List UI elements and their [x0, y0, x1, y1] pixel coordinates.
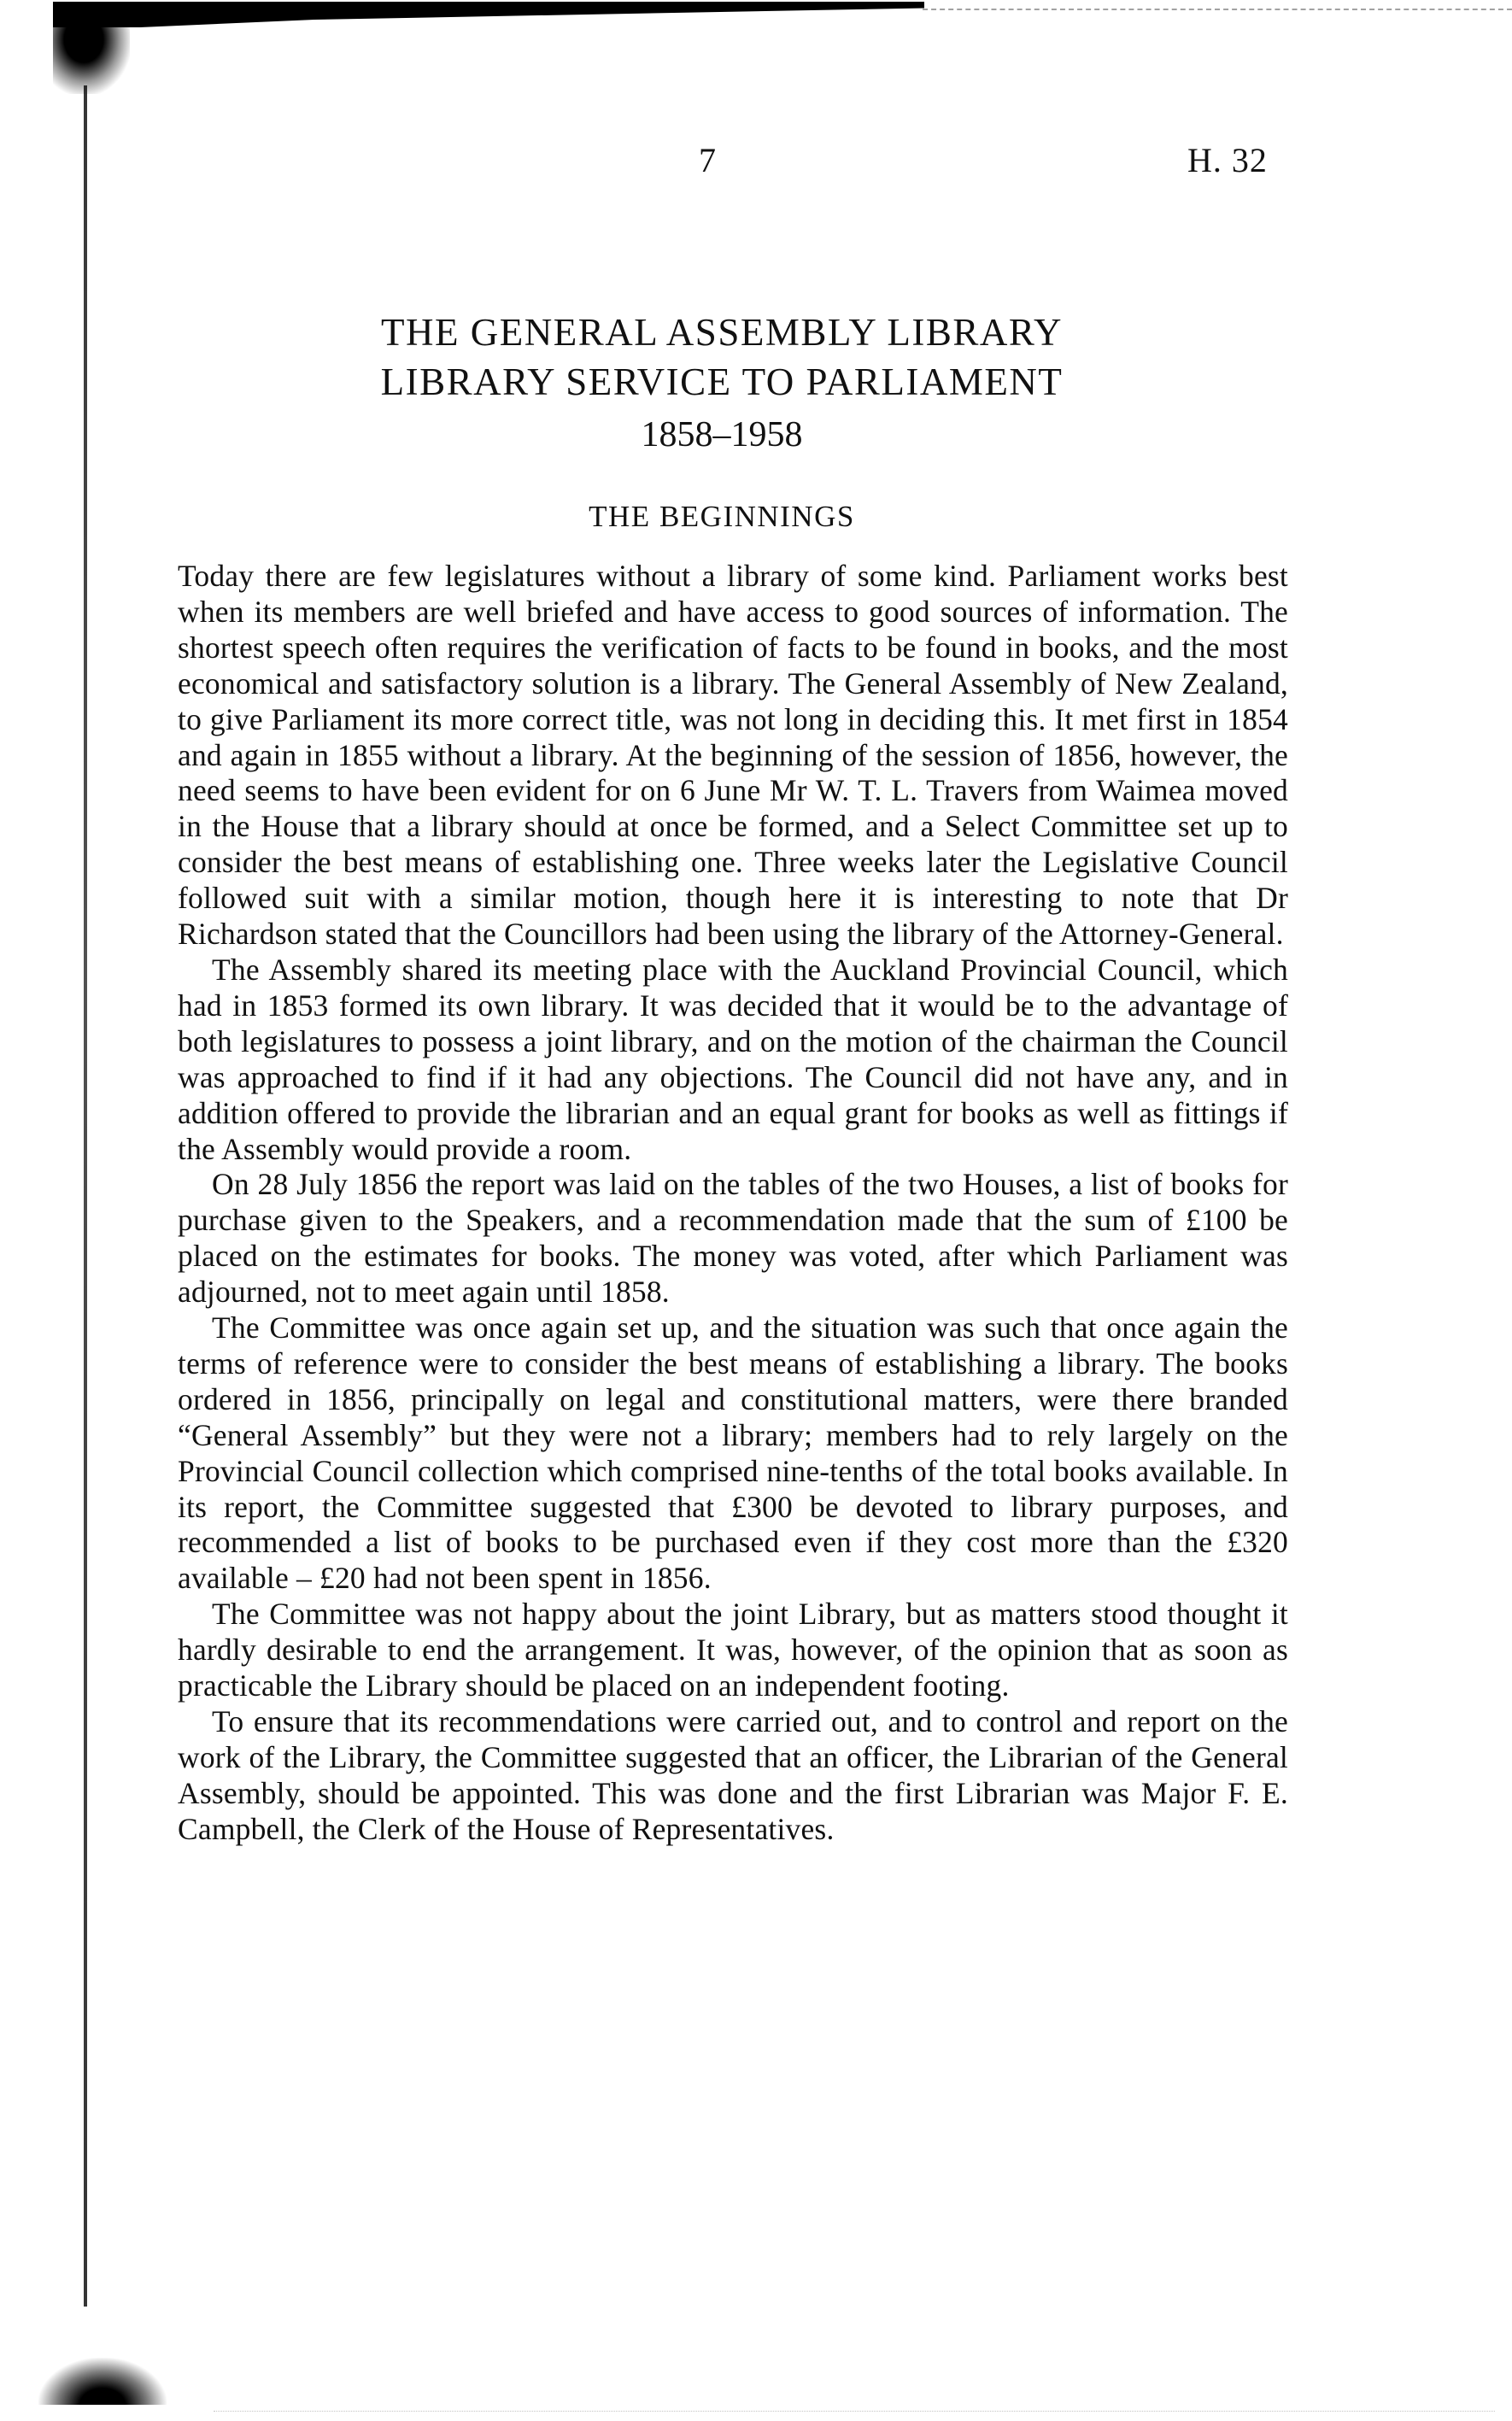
scan-binding-shadow-corner: [53, 26, 130, 94]
paragraph: To ensure that its recommendations were carried out, and to control and report on the work of the Library, the Committee suggested that an officer, the Librarian of the General Assembly, should be appointed. This was done and the first Librarian was Major F. E. Campbell, the Clerk of the House of Representatives.: [178, 1704, 1288, 1846]
page-number: 7: [699, 141, 716, 179]
scan-edge-noise-top: [923, 9, 1512, 10]
scan-edge-noise-bottom: [214, 2411, 1495, 2412]
paragraph: On 28 July 1856 the report was laid on the tables of the two Houses, a list of books for purchase given to the Speakers, and a recommendation made that the sum of £100 be placed on the estimates for books. The money was voted, after which Parliament was adjourned, not to meet again until 1858.: [178, 1167, 1288, 1310]
paragraph: The Committee was once again set up, and the situation was such that once again the terms of reference were to consider the best means of establishing a library. The books ordered in 1856, principally on legal and constitutional matters, were there branded “General Assembly” but they were not a library; members had to rely largely on the Provincial Council collection which comprised nine-tenths of the total books available. In its report, the Committee suggested that £300 be devoted to library purposes, and recommended a list of books to be purchased even if they cost more than the £320 available – £20 had not been spent in 1856.: [178, 1310, 1288, 1596]
title-years: 1858–1958: [641, 415, 803, 454]
scan-binding-shadow-top: [53, 2, 924, 27]
section-heading: THE BEGINNINGS: [589, 500, 855, 533]
title-line-1: THE GENERAL ASSEMBLY LIBRARY: [381, 311, 1063, 354]
document-code: H. 32: [1187, 141, 1268, 179]
paragraph: The Assembly shared its meeting place with the Auckland Provincial Council, which had in 1853 formed its own library. It was decided that it would be to the advantage of both legislatures to possess a joint library, and on the motion of the chairman the Council was approached to find if it had any objections. The Council did not have any, and in addition offered to provide the librarian and an equal grant for books as well as fittings if the Assembly would provide a room.: [178, 952, 1288, 1166]
title-block: [0, 308, 1444, 460]
scan-binding-shadow-bottom: [38, 2358, 167, 2405]
body-text: [178, 559, 1288, 1848]
paragraph: The Committee was not happy about the joint Library, but as matters stood thought it hardly desirable to end the arrangement. It was, however, of the opinion that as soon as practicable the Library should be placed on an independent footing.: [178, 1597, 1288, 1703]
paragraph: Today there are few legislatures without a library of some kind. Parliament works best when its members are well briefed and have access to good sources of information. The shortest speech often requires the verification of facts to be found in books, and the most economical and satisfactory solution is a library. The General Assembly of New Zealand, to give Parliament its more correct title, was not long in deciding this. It met first in 1854 and again in 1855 without a library. At the beginning of the session of 1856, however, the need seems to have been evident for on 6 June Mr W. T. L. Travers from Waimea moved in the House that a library should at once be formed, and a Select Committee set up to consider the best means of establishing one. Three weeks later the Legislative Council followed suit with a similar motion, though here it is interesting to note that Dr Richardson stated that the Councillors had been using the library of the Attorney-General.: [178, 559, 1288, 952]
title-line-2: LIBRARY SERVICE TO PARLIAMENT: [380, 361, 1064, 403]
